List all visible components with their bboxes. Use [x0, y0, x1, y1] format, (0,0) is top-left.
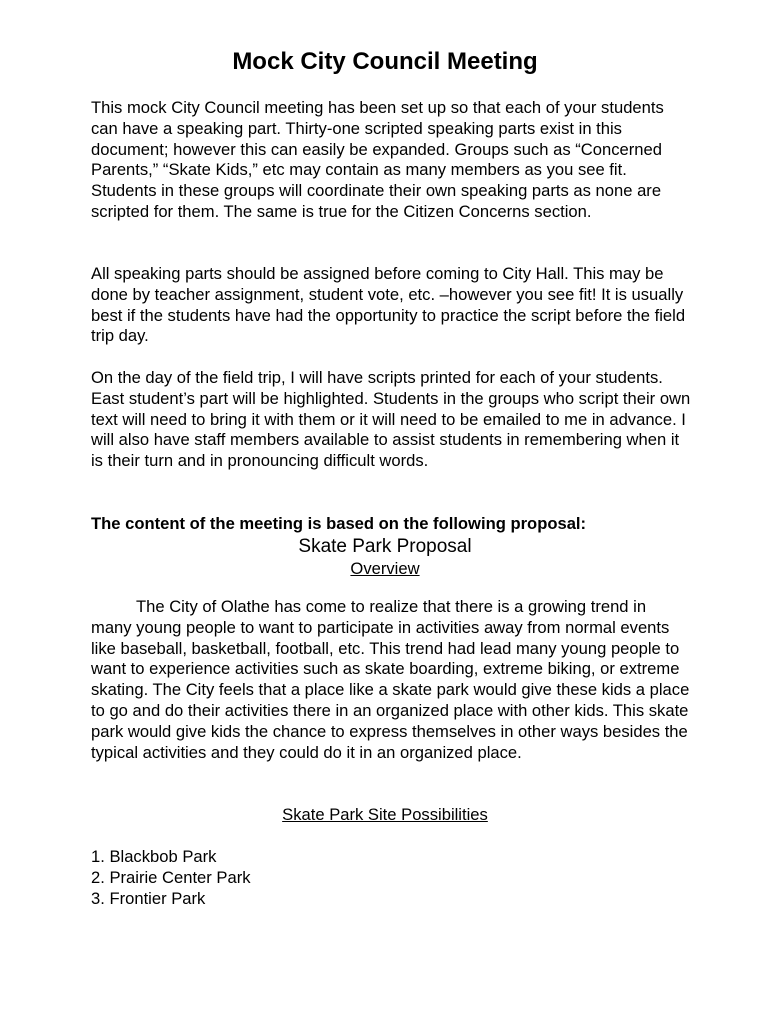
assignment-paragraph: All speaking parts should be assigned before coming to City Hall. This may be done by teacher assignment, student vote, etc. –however you see fit! It is usually best if the students have had the opportunity to practice the script before the field trip day. [91, 264, 686, 346]
list-item: 3. Frontier Park [91, 888, 206, 908]
overview-paragraph: The City of Olathe has come to realize that there is a growing trend in many young people to want to participate in activities away from normal events like baseball, basketball, football, etc. This trend had lead many young people to want to experience activities such as skate boarding, extreme biking, or extreme skating. The City feels that a place like a skate park would give these kids a place to go and do their activities there in an organized place with other kids. This skate park would give kids the chance to express themselves in other ways besides the typical activities and they could do it in an organized place. [91, 597, 690, 762]
intro-paragraph: This mock City Council meeting has been set up so that each of your students can have a speaking part. Thirty-one scripted speaking parts exist in this document; however this can easily be expanded. Groups such as “Concerned Parents,” “Skate Kids,” etc may contain as many members as you see fit. Students in these groups will coordinate their own speaking parts as none are scripted for them. The same is true for the Citizen Concerns section. [91, 98, 664, 221]
overview-heading: Overview [350, 559, 420, 578]
sites-heading: Skate Park Site Possibilities [282, 805, 488, 824]
overview-heading-line [0, 559, 770, 580]
proposal-intro-heading: The content of the meeting is based on the following proposal: [91, 514, 587, 533]
page-title: Mock City Council Meeting [232, 48, 538, 75]
proposal-title: Skate Park Proposal [298, 536, 472, 557]
site-list [91, 847, 251, 909]
field-trip-paragraph: On the day of the field trip, I will have scripts printed for each of your students. East student’s part will be highlighted. Students in the groups who script their own text will need to bring it with them or it will need to be emailed to me in advance. I will also have staff members available to assist students in remembering when it is their turn and in pronouncing difficult words. [91, 368, 691, 471]
sites-heading-line [0, 805, 770, 826]
list-item: 2. Prairie Center Park [91, 867, 251, 887]
list-item: 1. Blackbob Park [91, 847, 217, 866]
